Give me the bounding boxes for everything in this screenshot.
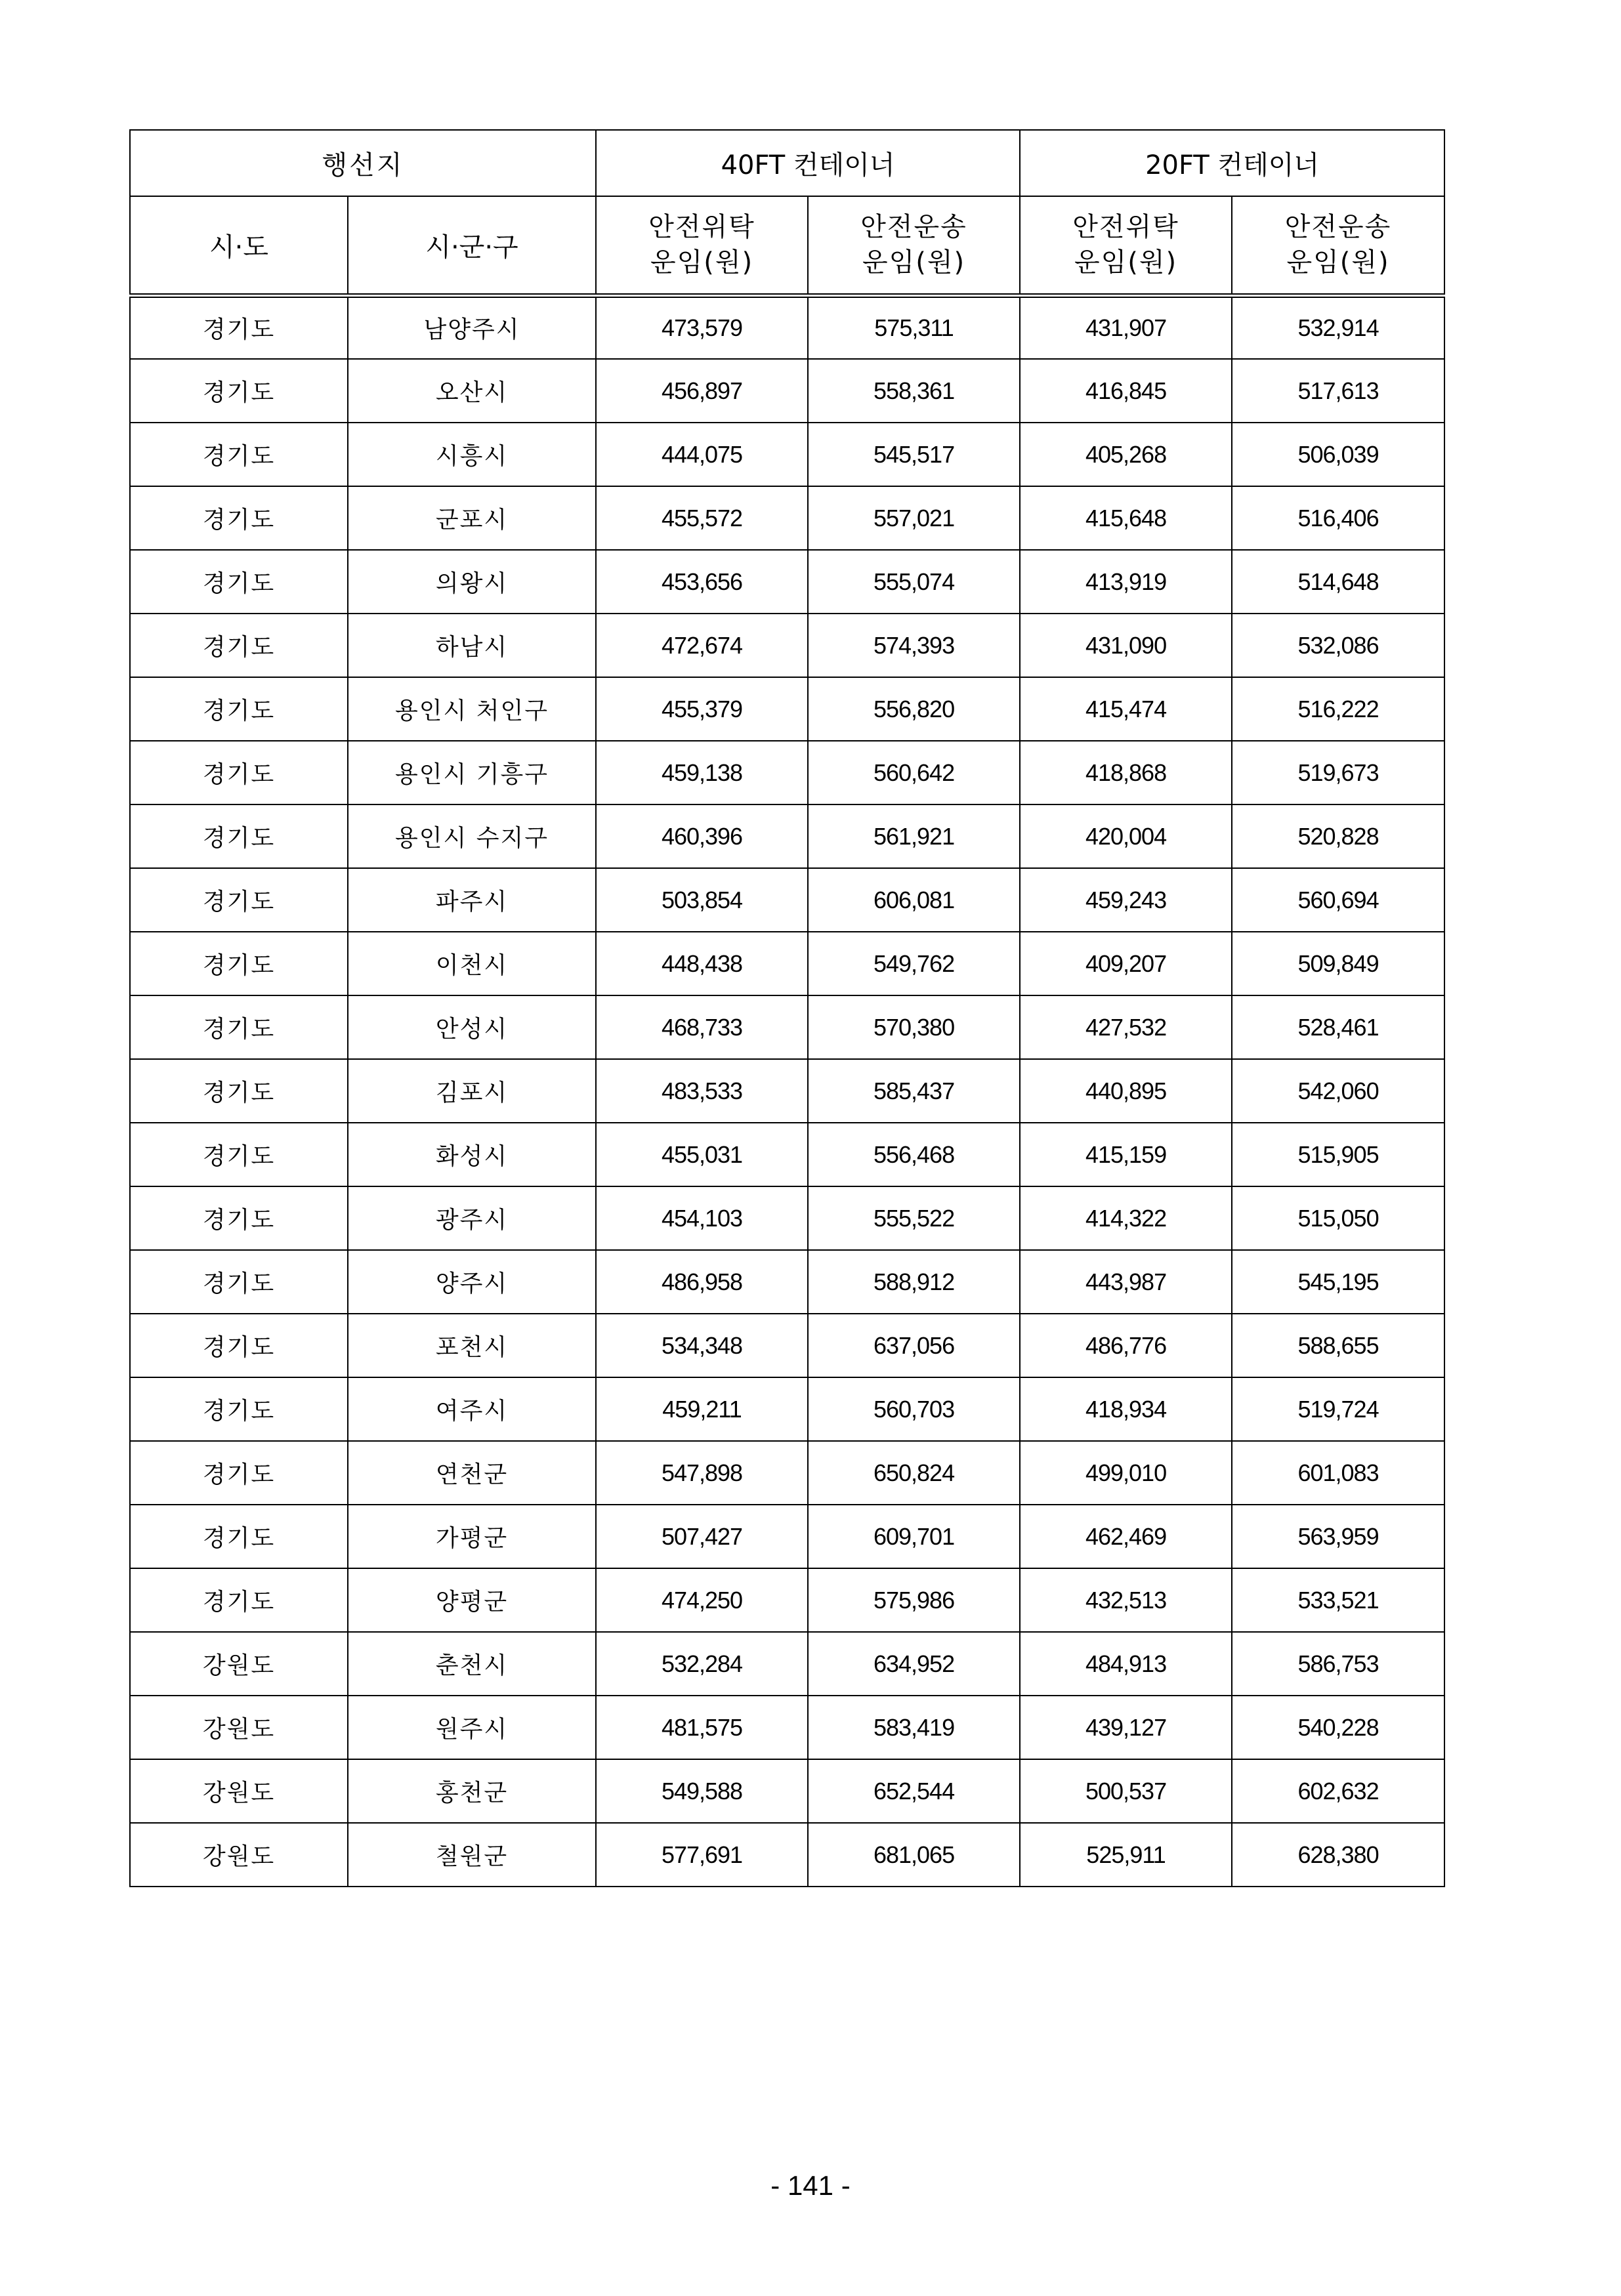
header-province: 시·도 <box>130 196 348 295</box>
cell-ft40-transport: 606,081 <box>808 868 1020 932</box>
cell-ft40-consign: 444,075 <box>596 423 808 486</box>
table-row <box>130 1568 1444 1632</box>
cell-province: 경기도 <box>130 1377 348 1441</box>
cell-province: 경기도 <box>130 550 348 614</box>
cell-ft40-transport: 561,921 <box>808 804 1020 868</box>
cell-ft20-transport: 509,849 <box>1232 932 1444 995</box>
cell-ft40-transport: 570,380 <box>808 995 1020 1059</box>
table-row <box>130 995 1444 1059</box>
table-row <box>130 932 1444 995</box>
cell-province: 강원도 <box>130 1759 348 1823</box>
cell-ft40-transport: 637,056 <box>808 1314 1020 1377</box>
table-row <box>130 1314 1444 1377</box>
cell-ft40-transport: 560,642 <box>808 741 1020 804</box>
cell-district: 오산시 <box>348 359 596 423</box>
cell-ft40-consign: 459,138 <box>596 741 808 804</box>
table-row <box>130 614 1444 677</box>
cell-ft20-consign: 420,004 <box>1020 804 1232 868</box>
cell-district: 용인시 수지구 <box>348 804 596 868</box>
table-row <box>130 1059 1444 1123</box>
table-row <box>130 677 1444 741</box>
cell-district: 이천시 <box>348 932 596 995</box>
cell-province: 경기도 <box>130 677 348 741</box>
table-row <box>130 1505 1444 1568</box>
table-row <box>130 804 1444 868</box>
cell-district: 하남시 <box>348 614 596 677</box>
table-row <box>130 741 1444 804</box>
cell-district: 포천시 <box>348 1314 596 1377</box>
cell-ft20-transport: 514,648 <box>1232 550 1444 614</box>
cell-ft20-transport: 628,380 <box>1232 1823 1444 1887</box>
cell-district: 용인시 기흥구 <box>348 741 596 804</box>
header-row-sub <box>130 196 1444 295</box>
header-20ft-transport-rate <box>1232 196 1444 295</box>
table-row <box>130 1823 1444 1887</box>
cell-ft20-transport: 528,461 <box>1232 995 1444 1059</box>
cell-ft20-transport: 517,613 <box>1232 359 1444 423</box>
freight-rate-table <box>129 129 1445 1887</box>
table-row <box>130 423 1444 486</box>
cell-ft20-consign: 414,322 <box>1020 1186 1232 1250</box>
cell-ft20-consign: 486,776 <box>1020 1314 1232 1377</box>
cell-province: 경기도 <box>130 1059 348 1123</box>
cell-ft40-transport: 555,522 <box>808 1186 1020 1250</box>
cell-ft20-consign: 427,532 <box>1020 995 1232 1059</box>
table-row <box>130 359 1444 423</box>
cell-district: 광주시 <box>348 1186 596 1250</box>
cell-province: 경기도 <box>130 1568 348 1632</box>
cell-ft40-transport: 652,544 <box>808 1759 1020 1823</box>
cell-ft20-transport: 563,959 <box>1232 1505 1444 1568</box>
cell-district: 용인시 처인구 <box>348 677 596 741</box>
cell-ft20-consign: 405,268 <box>1020 423 1232 486</box>
table-row <box>130 1186 1444 1250</box>
cell-ft40-consign: 549,588 <box>596 1759 808 1823</box>
cell-province: 경기도 <box>130 868 348 932</box>
cell-district: 의왕시 <box>348 550 596 614</box>
cell-district: 남양주시 <box>348 295 596 359</box>
cell-ft20-consign: 484,913 <box>1020 1632 1232 1696</box>
cell-ft20-consign: 443,987 <box>1020 1250 1232 1314</box>
cell-ft20-transport: 533,521 <box>1232 1568 1444 1632</box>
cell-ft40-transport: 574,393 <box>808 614 1020 677</box>
cell-province: 경기도 <box>130 804 348 868</box>
cell-province: 경기도 <box>130 486 348 550</box>
cell-district: 김포시 <box>348 1059 596 1123</box>
cell-district: 군포시 <box>348 486 596 550</box>
cell-ft40-transport: 558,361 <box>808 359 1020 423</box>
table-row <box>130 295 1444 359</box>
table-row <box>130 1696 1444 1759</box>
header-20ft-consign-rate <box>1020 196 1232 295</box>
cell-ft20-transport: 532,086 <box>1232 614 1444 677</box>
cell-ft40-transport: 575,986 <box>808 1568 1020 1632</box>
cell-ft40-transport: 585,437 <box>808 1059 1020 1123</box>
cell-ft40-transport: 634,952 <box>808 1632 1020 1696</box>
cell-district: 홍천군 <box>348 1759 596 1823</box>
cell-ft20-consign: 432,513 <box>1020 1568 1232 1632</box>
cell-province: 경기도 <box>130 1441 348 1505</box>
cell-province: 경기도 <box>130 932 348 995</box>
cell-district: 화성시 <box>348 1123 596 1186</box>
cell-ft20-transport: 516,406 <box>1232 486 1444 550</box>
cell-ft40-consign: 534,348 <box>596 1314 808 1377</box>
cell-ft40-consign: 474,250 <box>596 1568 808 1632</box>
header-40ft-container: 40FT 컨테이너 <box>596 130 1020 196</box>
table-row <box>130 1441 1444 1505</box>
cell-district: 파주시 <box>348 868 596 932</box>
cell-ft40-transport: 650,824 <box>808 1441 1020 1505</box>
header-40ft-consign-line2: 운임(원) <box>650 247 754 278</box>
cell-ft20-consign: 409,207 <box>1020 932 1232 995</box>
cell-ft40-consign: 456,897 <box>596 359 808 423</box>
cell-ft40-consign: 503,854 <box>596 868 808 932</box>
cell-district: 양평군 <box>348 1568 596 1632</box>
table-body <box>130 295 1444 1887</box>
cell-ft20-transport: 519,724 <box>1232 1377 1444 1441</box>
cell-province: 경기도 <box>130 359 348 423</box>
cell-ft20-consign: 418,934 <box>1020 1377 1232 1441</box>
cell-ft20-consign: 440,895 <box>1020 1059 1232 1123</box>
cell-ft40-consign: 547,898 <box>596 1441 808 1505</box>
cell-ft40-consign: 472,674 <box>596 614 808 677</box>
cell-ft20-consign: 415,159 <box>1020 1123 1232 1186</box>
cell-ft40-consign: 486,958 <box>596 1250 808 1314</box>
cell-province: 경기도 <box>130 1250 348 1314</box>
cell-district: 양주시 <box>348 1250 596 1314</box>
cell-ft40-consign: 532,284 <box>596 1632 808 1696</box>
table-row <box>130 1759 1444 1823</box>
cell-ft20-transport: 545,195 <box>1232 1250 1444 1314</box>
cell-ft40-consign: 448,438 <box>596 932 808 995</box>
table-row <box>130 1377 1444 1441</box>
cell-ft40-consign: 481,575 <box>596 1696 808 1759</box>
cell-ft20-consign: 415,648 <box>1020 486 1232 550</box>
cell-ft20-consign: 525,911 <box>1020 1823 1232 1887</box>
cell-ft40-transport: 681,065 <box>808 1823 1020 1887</box>
cell-district: 안성시 <box>348 995 596 1059</box>
cell-district: 원주시 <box>348 1696 596 1759</box>
header-40ft-consign-rate <box>596 196 808 295</box>
cell-ft40-consign: 468,733 <box>596 995 808 1059</box>
cell-ft20-transport: 532,914 <box>1232 295 1444 359</box>
cell-province: 경기도 <box>130 1314 348 1377</box>
header-40ft-transport-rate <box>808 196 1020 295</box>
header-20ft-container: 20FT 컨테이너 <box>1020 130 1444 196</box>
header-row-top <box>130 130 1444 196</box>
header-destination: 행선지 <box>130 130 596 196</box>
table-row <box>130 1123 1444 1186</box>
cell-district: 시흥시 <box>348 423 596 486</box>
cell-province: 강원도 <box>130 1696 348 1759</box>
cell-ft40-transport: 557,021 <box>808 486 1020 550</box>
cell-ft20-consign: 416,845 <box>1020 359 1232 423</box>
cell-ft20-consign: 431,090 <box>1020 614 1232 677</box>
header-20ft-transport-line2: 운임(원) <box>1286 247 1390 278</box>
cell-ft40-transport: 560,703 <box>808 1377 1020 1441</box>
table-row <box>130 550 1444 614</box>
table-row <box>130 1250 1444 1314</box>
cell-ft20-consign: 439,127 <box>1020 1696 1232 1759</box>
cell-district: 춘천시 <box>348 1632 596 1696</box>
cell-ft40-consign: 507,427 <box>596 1505 808 1568</box>
cell-province: 경기도 <box>130 995 348 1059</box>
cell-ft20-transport: 542,060 <box>1232 1059 1444 1123</box>
cell-ft40-consign: 459,211 <box>596 1377 808 1441</box>
cell-district: 연천군 <box>348 1441 596 1505</box>
cell-ft40-transport: 609,701 <box>808 1505 1020 1568</box>
cell-ft40-consign: 455,572 <box>596 486 808 550</box>
cell-ft40-transport: 555,074 <box>808 550 1020 614</box>
cell-ft40-consign: 454,103 <box>596 1186 808 1250</box>
cell-ft20-consign: 431,907 <box>1020 295 1232 359</box>
cell-ft20-transport: 602,632 <box>1232 1759 1444 1823</box>
cell-ft20-transport: 515,905 <box>1232 1123 1444 1186</box>
cell-province: 경기도 <box>130 1505 348 1568</box>
header-40ft-transport-line2: 운임(원) <box>862 247 966 278</box>
cell-ft20-transport: 520,828 <box>1232 804 1444 868</box>
cell-ft40-consign: 460,396 <box>596 804 808 868</box>
cell-ft20-consign: 459,243 <box>1020 868 1232 932</box>
header-20ft-consign-line2: 운임(원) <box>1074 247 1178 278</box>
cell-ft20-transport: 588,655 <box>1232 1314 1444 1377</box>
cell-ft20-transport: 516,222 <box>1232 677 1444 741</box>
cell-ft40-transport: 583,419 <box>808 1696 1020 1759</box>
cell-province: 경기도 <box>130 1186 348 1250</box>
cell-province: 경기도 <box>130 741 348 804</box>
cell-ft20-consign: 413,919 <box>1020 550 1232 614</box>
cell-ft40-transport: 556,820 <box>808 677 1020 741</box>
cell-ft40-consign: 483,533 <box>596 1059 808 1123</box>
table-row <box>130 868 1444 932</box>
cell-ft40-transport: 575,311 <box>808 295 1020 359</box>
cell-province: 경기도 <box>130 614 348 677</box>
header-40ft-transport-line1: 안전운송 <box>860 212 967 243</box>
cell-ft40-consign: 453,656 <box>596 550 808 614</box>
header-40ft-consign-line1: 안전위탁 <box>648 212 755 243</box>
cell-ft20-transport: 506,039 <box>1232 423 1444 486</box>
cell-province: 경기도 <box>130 423 348 486</box>
cell-ft20-consign: 462,469 <box>1020 1505 1232 1568</box>
cell-ft20-consign: 418,868 <box>1020 741 1232 804</box>
header-20ft-consign-line1: 안전위탁 <box>1072 212 1179 243</box>
cell-district: 가평군 <box>348 1505 596 1568</box>
header-district: 시·군·구 <box>348 196 596 295</box>
cell-ft40-consign: 577,691 <box>596 1823 808 1887</box>
cell-district: 여주시 <box>348 1377 596 1441</box>
cell-province: 강원도 <box>130 1632 348 1696</box>
cell-province: 강원도 <box>130 1823 348 1887</box>
cell-ft20-consign: 500,537 <box>1020 1759 1232 1823</box>
cell-ft20-transport: 519,673 <box>1232 741 1444 804</box>
cell-ft40-consign: 455,379 <box>596 677 808 741</box>
cell-ft20-transport: 560,694 <box>1232 868 1444 932</box>
table-row <box>130 486 1444 550</box>
cell-ft20-transport: 515,050 <box>1232 1186 1444 1250</box>
cell-ft40-transport: 588,912 <box>808 1250 1020 1314</box>
cell-ft40-transport: 556,468 <box>808 1123 1020 1186</box>
cell-ft20-transport: 540,228 <box>1232 1696 1444 1759</box>
cell-ft20-transport: 586,753 <box>1232 1632 1444 1696</box>
cell-ft20-transport: 601,083 <box>1232 1441 1444 1505</box>
cell-ft40-transport: 545,517 <box>808 423 1020 486</box>
cell-ft40-consign: 473,579 <box>596 295 808 359</box>
cell-ft40-transport: 549,762 <box>808 932 1020 995</box>
header-20ft-transport-line1: 안전운송 <box>1284 212 1392 243</box>
page-number: - 141 - <box>770 2170 851 2201</box>
cell-ft40-consign: 455,031 <box>596 1123 808 1186</box>
table-row <box>130 1632 1444 1696</box>
cell-province: 경기도 <box>130 1123 348 1186</box>
cell-ft20-consign: 499,010 <box>1020 1441 1232 1505</box>
cell-province: 경기도 <box>130 295 348 359</box>
cell-district: 철원군 <box>348 1823 596 1887</box>
cell-ft20-consign: 415,474 <box>1020 677 1232 741</box>
